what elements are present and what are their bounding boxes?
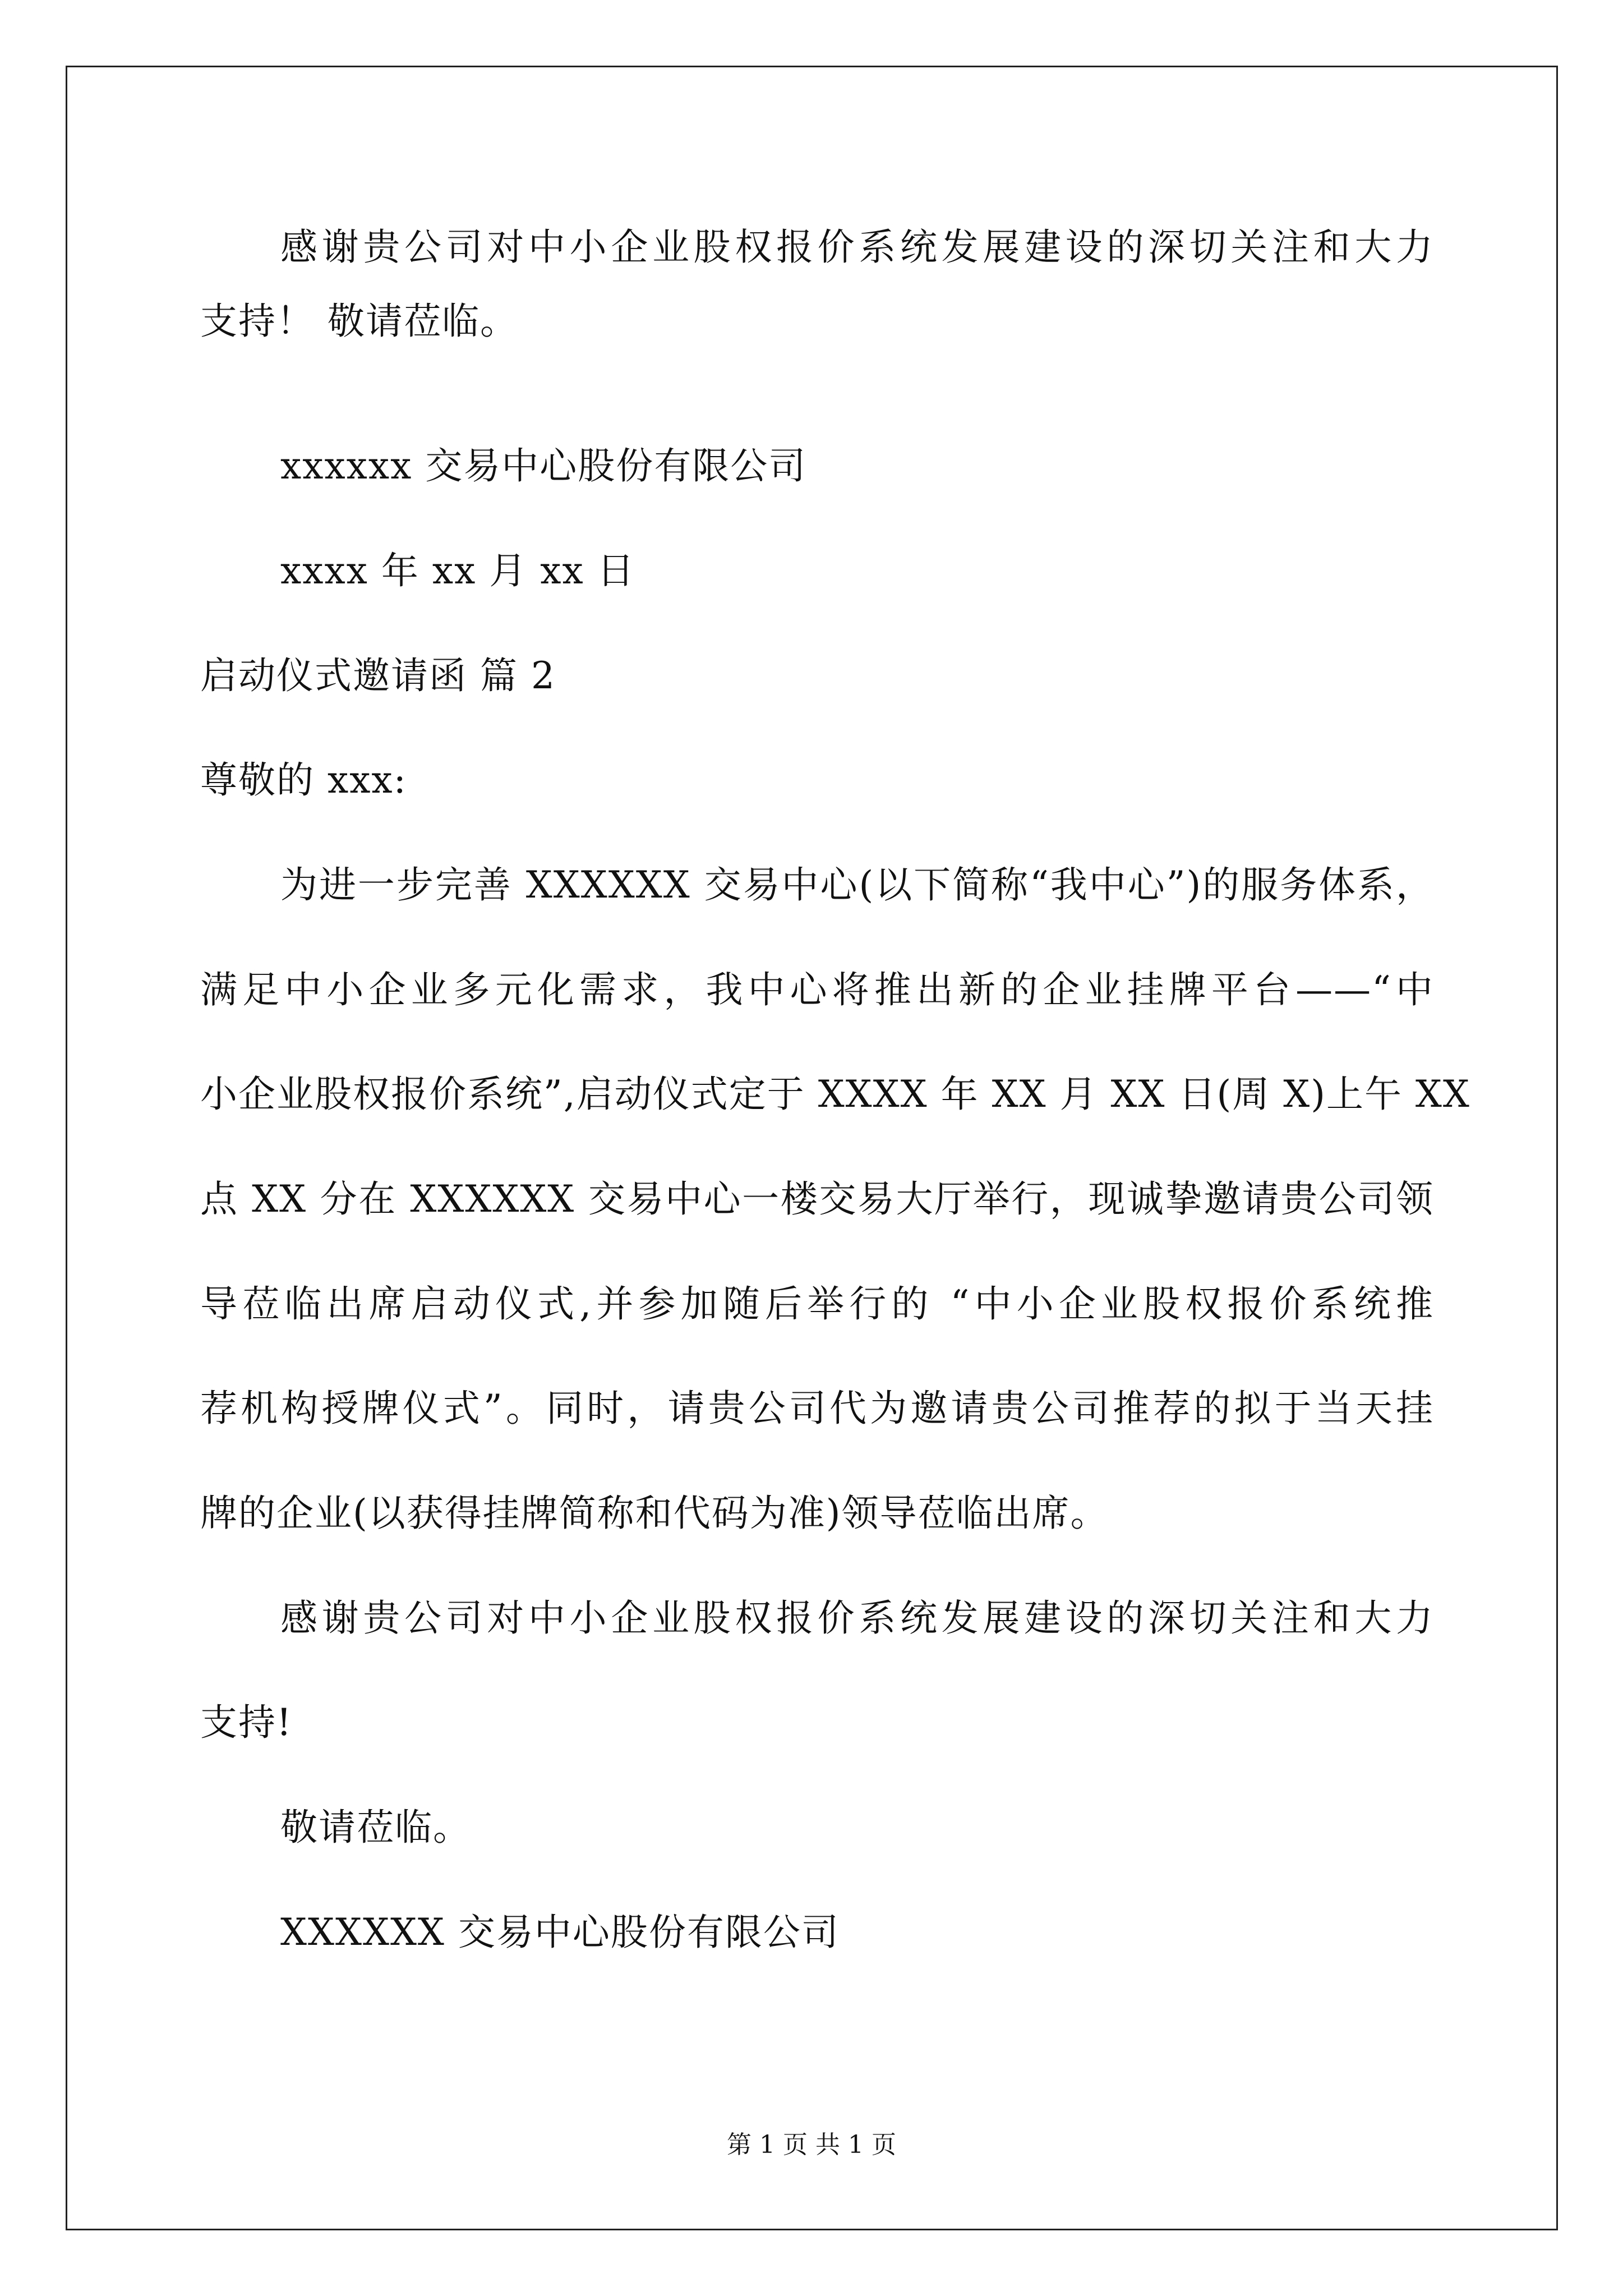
paragraph-line: 荐机构授牌仪式”。同时，请贵公司代为邀请贵公司推荐的拟于当天挂 [200,1387,1434,1430]
page-border [66,66,1558,2230]
signature-org: XXXXXX 交易中心股份有限公司 [280,1911,840,1954]
paragraph-line: 为进一步完善 XXXXXX 交易中心(以下简称“我中心”)的服务体系， [280,863,1434,907]
paragraph-line: 感谢贵公司对中小企业股权报价系统发展建设的深切关注和大力 [280,1596,1434,1640]
signature-date: xxxx 年 xx 月 xx 日 [280,549,635,592]
paragraph-line: 点 XX 分在 XXXXXX 交易中心一楼交易大厅举行，现诚挚邀请贵公司领 [200,1177,1434,1221]
paragraph-line: 满足中小企业多元化需求，我中心将推出新的企业挂牌平台——“中 [200,968,1434,1011]
paragraph-line: 支持！ 敬请莅临。 [200,300,518,343]
page-number-footer: 第 1 页 共 1 页 [727,2131,896,2159]
closing-line: 敬请莅临。 [280,1806,471,1849]
paragraph-line: 小企业股权报价系统”,启动仪式定于 XXXX 年 XX 月 XX 日(周 X)上午 XX [200,1073,1470,1116]
paragraph-line: 导莅临出席启动仪式,并参加随后举行的 “中小企业股权报价系统推 [200,1282,1434,1326]
paragraph-line: 感谢贵公司对中小企业股权报价系统发展建设的深切关注和大力 [280,226,1434,269]
paragraph-line: 支持! [200,1701,293,1744]
signature-org: xxxxxx 交易中心股份有限公司 [280,444,807,487]
salutation: 尊敬的 xxx: [200,758,407,802]
section-title: 启动仪式邀请函 篇 2 [200,654,556,697]
paragraph-line: 牌的企业(以获得挂牌简称和代码为准)领导莅临出席。 [200,1492,1109,1535]
